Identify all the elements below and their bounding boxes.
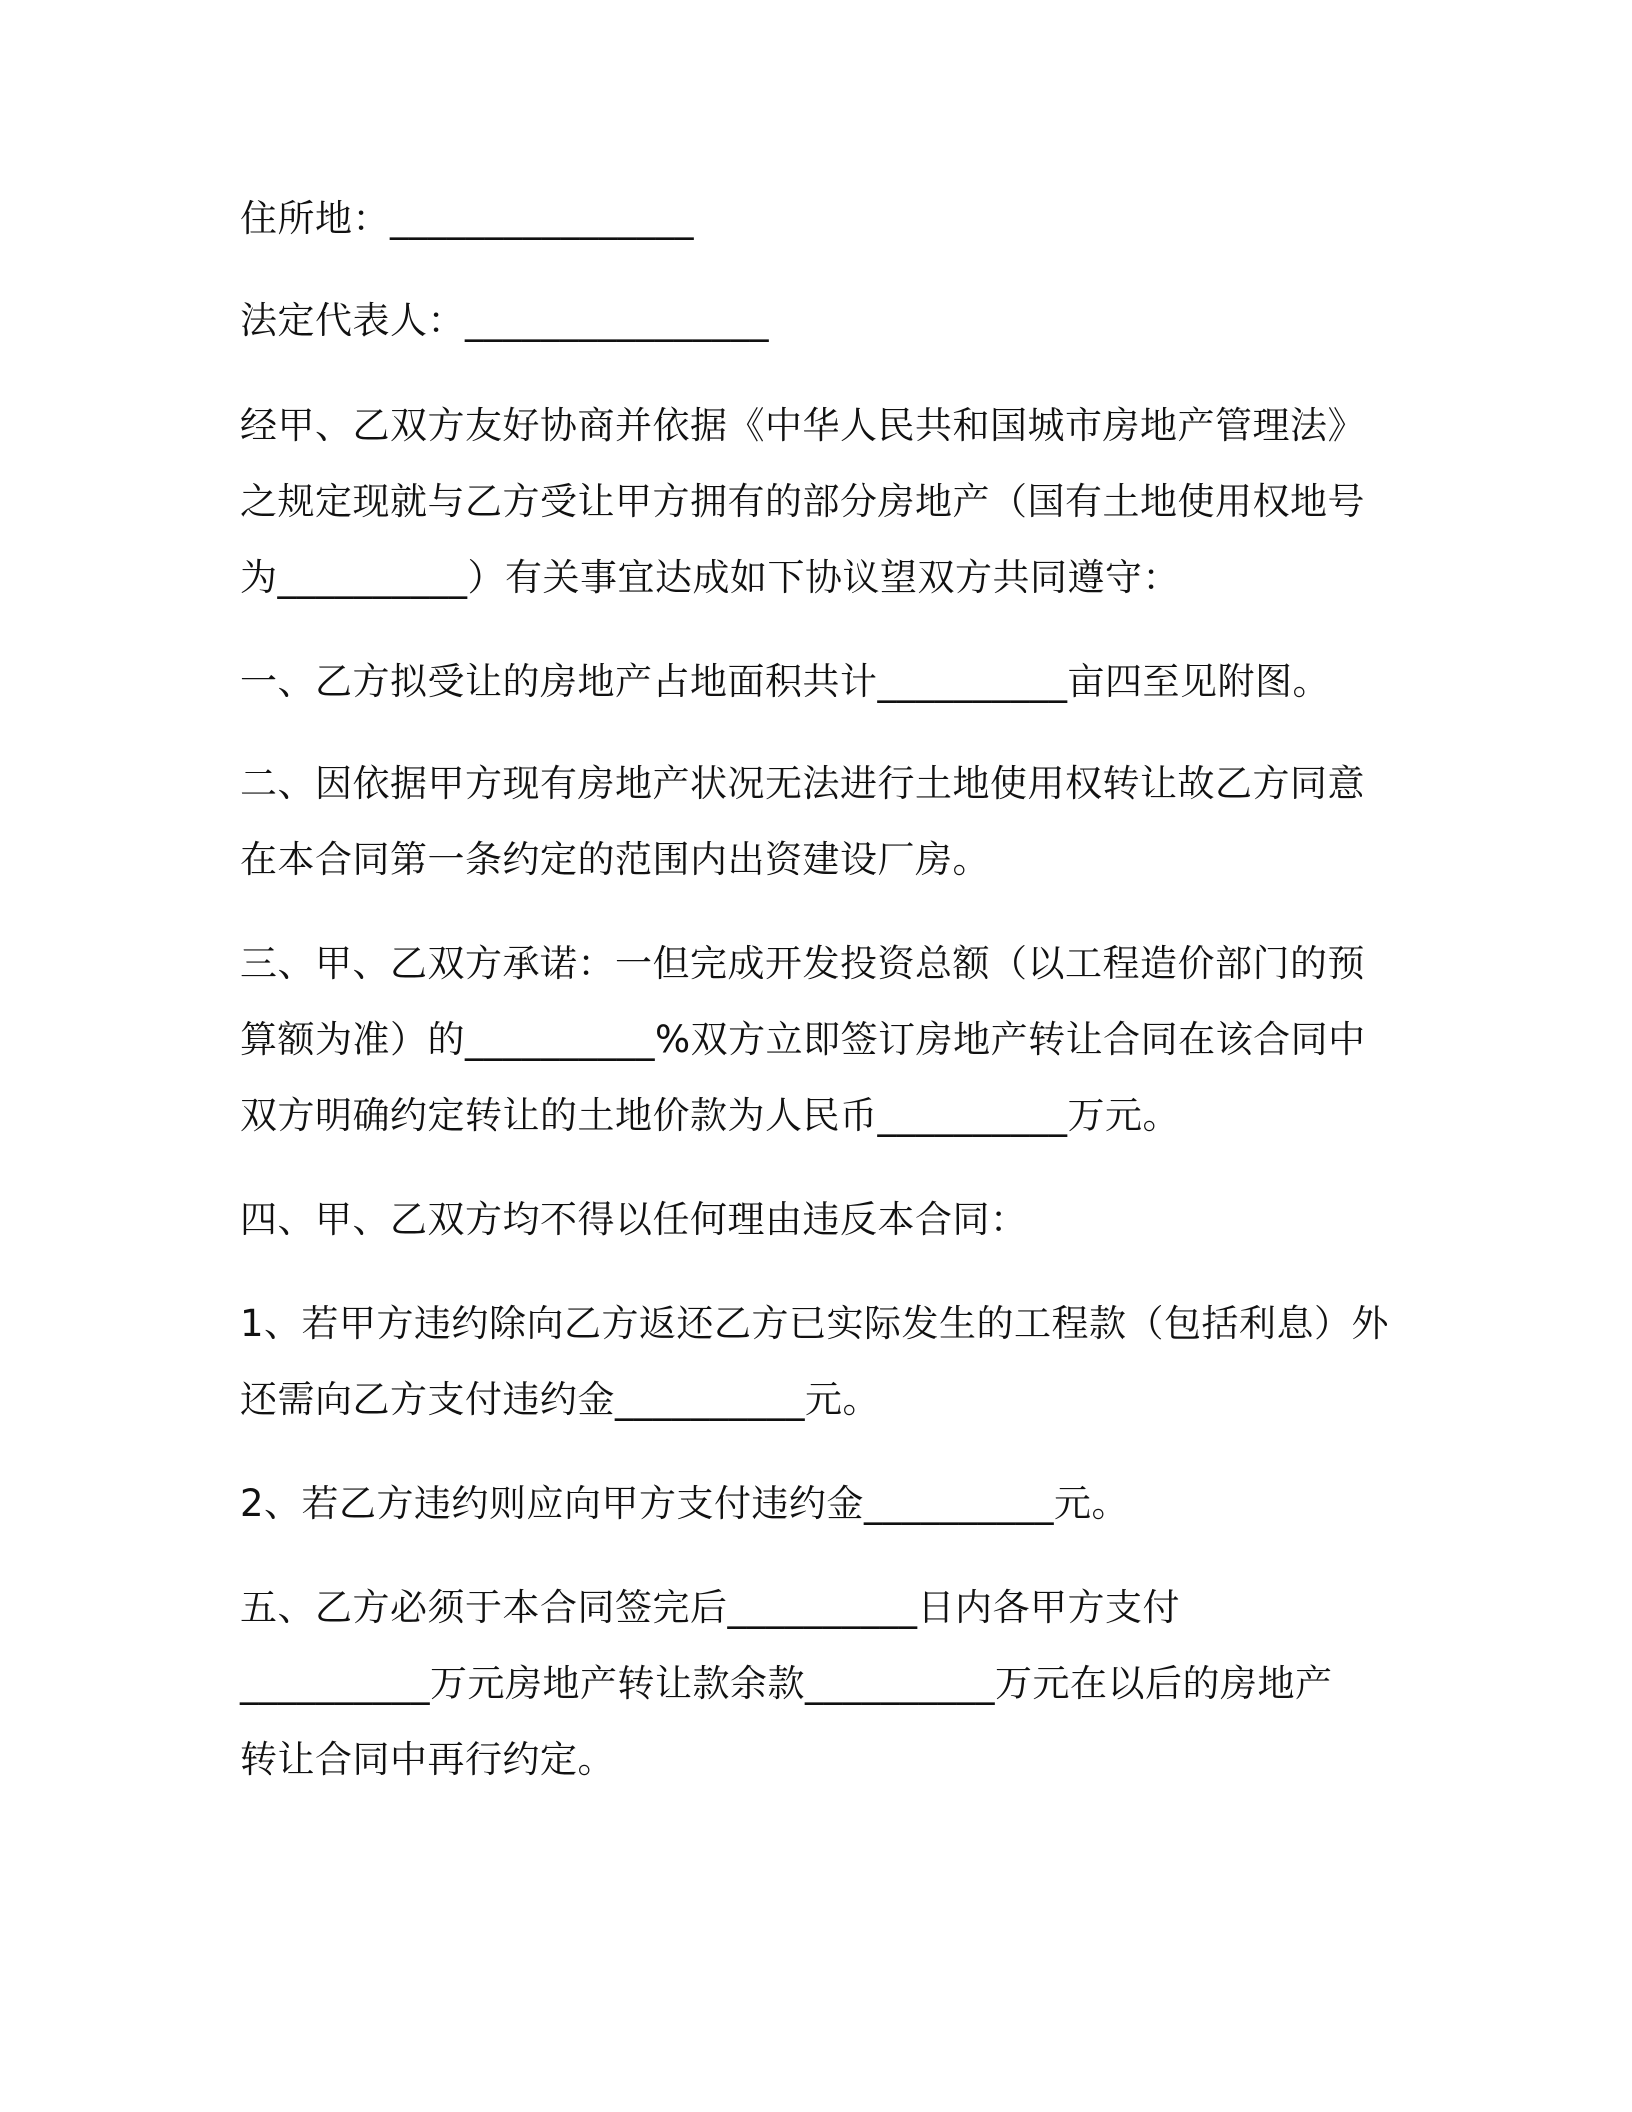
clause-3-line-3: 双方明确约定转让的土地价款为人民币__________万元。 xyxy=(240,1094,1180,1137)
preamble-line-2: 之规定现就与乙方受让甲方拥有的部分房地产（国有土地使用权地号 xyxy=(240,480,1365,523)
clause-3-line-2: 算额为准）的__________%双方立即签订房地产转让合同在该合同中 xyxy=(240,1018,1366,1061)
preamble-line-1: 经甲、乙双方友好协商并依据《中华人民共和国城市房地产管理法》 xyxy=(240,404,1365,447)
clause-5-line-1: 五、乙方必须于本合同签完后__________日内各甲方支付 xyxy=(240,1586,1180,1629)
clause-1-line-1: 一、乙方拟受让的房地产占地面积共计__________亩四至见附图。 xyxy=(240,660,1330,703)
clause-4-item-2-line-1: 2、若乙方违约则应向甲方支付违约金__________元。 xyxy=(240,1482,1130,1525)
clause-2-line-2: 在本合同第一条约定的范围内出资建设厂房。 xyxy=(240,838,990,881)
clause-2-line-1: 二、因依据甲方现有房地产状况无法进行土地使用权转让故乙方同意 xyxy=(240,762,1365,805)
clause-4-item-1-line-2: 还需向乙方支付违约金__________元。 xyxy=(240,1378,880,1421)
address-field-line: 住所地：________________ xyxy=(240,197,694,240)
clause-4-line-1: 四、甲、乙双方均不得以任何理由违反本合同： xyxy=(240,1198,1028,1241)
clause-3-line-1: 三、甲、乙双方承诺：一但完成开发投资总额（以工程造价部门的预 xyxy=(240,942,1365,985)
legal-representative-field-line: 法定代表人：________________ xyxy=(240,299,769,342)
clause-4-item-1-line-1: 1、若甲方违约除向乙方返还乙方已实际发生的工程款（包括利息）外 xyxy=(240,1302,1390,1345)
preamble-line-3: 为__________）有关事宜达成如下协议望双方共同遵守： xyxy=(240,556,1180,599)
clause-5-line-2: __________万元房地产转让款余款__________万元在以后的房地产 xyxy=(240,1662,1333,1705)
clause-5-line-3: 转让合同中再行约定。 xyxy=(240,1738,615,1781)
